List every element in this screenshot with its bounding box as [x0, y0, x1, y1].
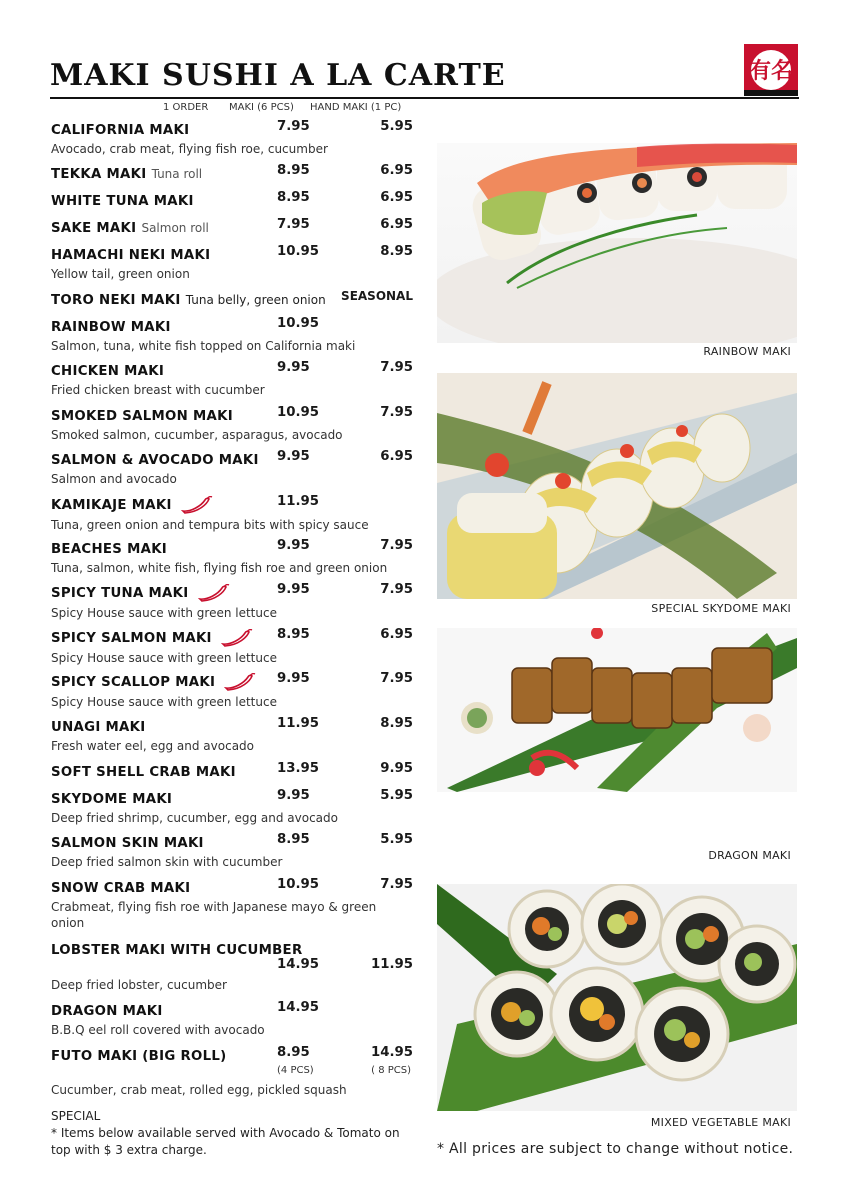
menu-item-chicken: CHICKEN MAKI 9.95 7.95 Fried chicken breast with cucumber — [51, 360, 413, 397]
skydome-maki-photo — [437, 373, 797, 599]
menu-item-lobster: LOBSTER MAKI WITH CUCUMBER 14.95 11.95 Deep fried lobster, cucumber — [51, 943, 413, 992]
caption-vegetable: MIXED VEGETABLE MAKI — [650, 1116, 791, 1129]
chili-pepper-icon — [181, 496, 213, 514]
menu-item-white-tuna: WHITE TUNA MAKI 8.95 6.95 — [51, 190, 413, 209]
dragon-maki-photo — [437, 628, 797, 792]
vegetable-maki-photo — [437, 884, 797, 1111]
menu-item-soft-shell-crab: SOFT SHELL CRAB MAKI 13.95 9.95 — [51, 761, 413, 780]
menu-item-skydome: SKYDOME MAKI 9.95 5.95 Deep fried shrimp, cucumber, egg and avocado — [51, 788, 413, 825]
special-text: * Items below available served with Avocado & Tomato on top with $ 3 extra charge. — [51, 1126, 400, 1157]
menu-item-toro: TORO NEKI MAKI Tuna belly, green onion SEASONAL — [51, 289, 413, 308]
rainbow-maki-photo — [437, 143, 797, 343]
menu-item-futo: FUTO MAKI (BIG ROLL) 8.95 14.95 (4 PCS) ( 8 PCS) Cucumber, crab meat, rolled egg, pickled squash — [51, 1045, 413, 1097]
menu-item-spicy-tuna: SPICY TUNA MAKI 9.95 7.95 Spicy House sauce with green lettuce — [51, 582, 413, 620]
rainbow-maki-illustration — [437, 143, 797, 343]
menu-item-rainbow: RAINBOW MAKI 10.95 Salmon, tuna, white fish topped on California maki — [51, 316, 356, 353]
menu-item-hamachi: HAMACHI NEKI MAKI 10.95 8.95 Yellow tail, green onion — [51, 244, 413, 281]
col-header-maki: MAKI (6 PCS) — [229, 102, 294, 113]
dragon-maki-illustration — [437, 628, 797, 792]
special-note — [51, 1108, 411, 1159]
menu-item-unagi: UNAGI MAKI 11.95 8.95 Fresh water eel, egg and avocado — [51, 716, 413, 753]
restaurant-logo — [744, 44, 798, 96]
menu-item-smoked-salmon: SMOKED SALMON MAKI 10.95 7.95 Smoked salmon, cucumber, asparagus, avocado — [51, 405, 413, 442]
vegetable-maki-illustration — [437, 884, 797, 1111]
caption-dragon: DRAGON MAKI — [708, 849, 791, 862]
menu-item-california: CALIFORNIA MAKI 7.95 5.95 Avocado, crab meat, flying fish roe, cucumber — [51, 119, 413, 156]
menu-item-dragon: DRAGON MAKI 14.95 B.B.Q eel roll covered with avocado — [51, 1000, 320, 1037]
menu-item-snow-crab: SNOW CRAB MAKI 10.95 7.95 Crabmeat, flying fish roe with Japanese mayo & green onion — [51, 877, 413, 930]
menu-item-spicy-scallop: SPICY SCALLOP MAKI 9.95 7.95 Spicy House sauce with green lettuce — [51, 671, 413, 709]
chili-pepper-icon — [221, 629, 253, 647]
menu-item-sake: SAKE MAKI Salmon roll 7.95 6.95 — [51, 217, 413, 236]
page-title: MAKI SUSHI A LA CARTE — [50, 58, 506, 93]
caption-rainbow: RAINBOW MAKI — [703, 345, 791, 358]
menu-item-salmon-avocado: SALMON & AVOCADO MAKI 9.95 6.95 Salmon and avocado — [51, 449, 413, 486]
special-label: SPECIAL — [51, 1109, 101, 1123]
logo-mark: 有名 — [748, 58, 793, 84]
pcs-label-8: ( 8 PCS) — [371, 1065, 411, 1076]
title-rule — [50, 97, 799, 99]
menu-item-salmon-skin: SALMON SKIN MAKI 8.95 5.95 Deep fried salmon skin with cucumber — [51, 832, 413, 869]
chili-pepper-icon — [224, 673, 256, 691]
menu-item-tekka: TEKKA MAKI Tuna roll 8.95 6.95 — [51, 163, 413, 182]
skydome-maki-illustration — [437, 373, 797, 599]
col-header-order: 1 ORDER — [163, 102, 209, 113]
col-header-hand: HAND MAKI (1 PC) — [310, 102, 402, 113]
price-notice: * All prices are subject to change without notice. — [437, 1141, 794, 1157]
menu-item-kamikaje: KAMIKAJE MAKI 11.95 Tuna, green onion and tempura bits with spicy sauce — [51, 494, 369, 532]
caption-skydome: SPECIAL SKYDOME MAKI — [651, 602, 791, 615]
menu-item-spicy-salmon: SPICY SALMON MAKI 8.95 6.95 Spicy House sauce with green lettuce — [51, 627, 413, 665]
menu-item-beaches: BEACHES MAKI 9.95 7.95 Tuna, salmon, white fish, flying fish roe and green onion — [51, 538, 413, 575]
chili-pepper-icon — [198, 584, 230, 602]
pcs-label-4: (4 PCS) — [277, 1065, 314, 1076]
